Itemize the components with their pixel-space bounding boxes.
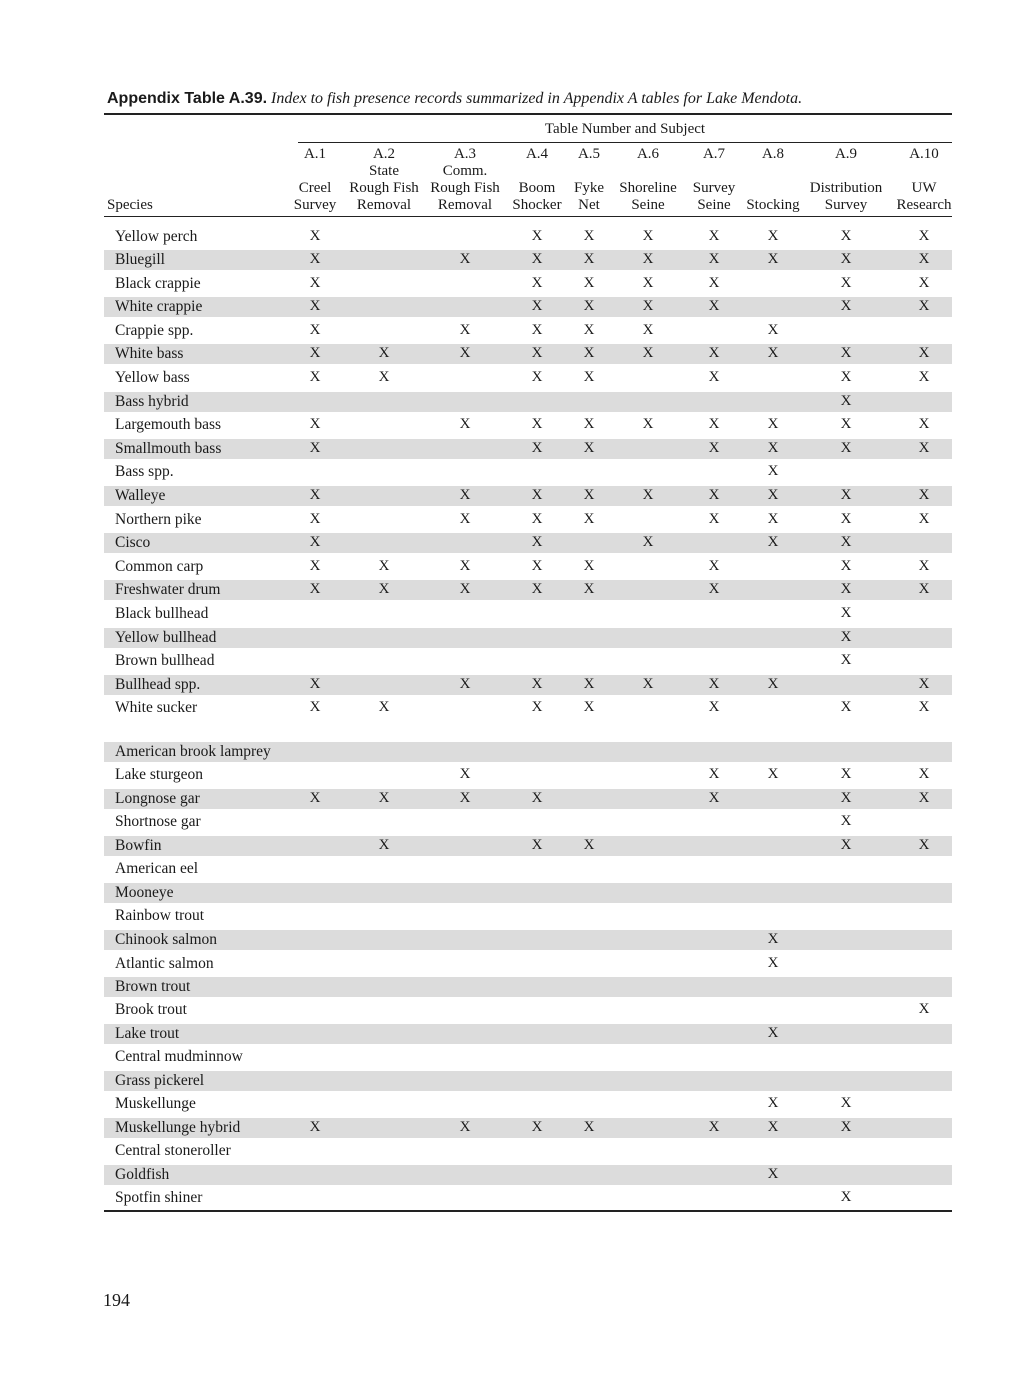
species-name: Common carp [115, 558, 204, 575]
species-name: Atlantic salmon [115, 955, 214, 972]
page-number: 194 [103, 1290, 130, 1310]
presence-mark: X [642, 487, 654, 503]
presence-mark: X [583, 1119, 595, 1135]
presence-mark: X [708, 1119, 720, 1135]
presence-mark: X [918, 251, 930, 267]
presence-mark: X [840, 440, 852, 456]
species-name: White crappie [115, 298, 203, 315]
column-subject-line: Fyke [574, 180, 604, 196]
presence-mark: X [767, 1166, 779, 1182]
table-row [104, 1141, 952, 1161]
species-name: Yellow bullhead [115, 629, 217, 646]
presence-mark: X [378, 837, 390, 853]
presence-mark: X [459, 345, 471, 361]
caption-description: Index to fish presence records summarized in Appendix A tables for Lake Mendota. [271, 90, 803, 107]
presence-mark: X [309, 487, 321, 503]
presence-mark: X [767, 487, 779, 503]
table-row [104, 510, 952, 530]
presence-mark: X [531, 581, 543, 597]
presence-mark: X [767, 1119, 779, 1135]
presence-mark: X [708, 298, 720, 314]
table-row [104, 1118, 952, 1138]
table-row [104, 439, 952, 459]
table-row [104, 651, 952, 671]
presence-mark: X [767, 1025, 779, 1041]
species-name: Chinook salmon [115, 931, 218, 948]
species-name: Smallmouth bass [115, 440, 222, 457]
species-name: Black crappie [115, 275, 201, 292]
presence-mark: X [840, 298, 852, 314]
presence-mark: X [708, 440, 720, 456]
presence-mark: X [840, 1189, 852, 1205]
header-rule [104, 216, 952, 217]
species-name: Bowfin [115, 837, 162, 854]
presence-mark: X [918, 837, 930, 853]
top-rule [104, 113, 952, 115]
presence-mark: X [642, 534, 654, 550]
presence-mark: X [583, 837, 595, 853]
presence-mark: X [531, 298, 543, 314]
presence-mark: X [309, 511, 321, 527]
presence-mark: X [840, 345, 852, 361]
column-subject-line: Creel [298, 180, 332, 196]
presence-mark: X [642, 416, 654, 432]
presence-mark: X [767, 345, 779, 361]
column-subject-line: Boom [518, 180, 556, 196]
table-row [104, 227, 952, 247]
species-name: Muskellunge [115, 1095, 196, 1112]
presence-mark: X [918, 581, 930, 597]
column-number: A.2 [372, 146, 396, 162]
table-row [104, 954, 952, 974]
presence-mark: X [583, 558, 595, 574]
species-name: Freshwater drum [115, 581, 221, 598]
presence-mark: X [840, 605, 852, 621]
presence-mark: X [840, 487, 852, 503]
species-name: Bass spp. [115, 463, 174, 480]
presence-mark: X [309, 369, 321, 385]
column-subject-line: Shoreline [619, 180, 677, 196]
table-row [104, 628, 952, 648]
presence-mark: X [918, 699, 930, 715]
species-name: Longnose gar [115, 790, 200, 807]
presence-mark: X [309, 275, 321, 291]
species-name: Yellow bass [115, 369, 190, 386]
table-row [104, 906, 952, 926]
presence-mark: X [459, 581, 471, 597]
presence-mark: X [767, 416, 779, 432]
presence-mark: X [583, 416, 595, 432]
species-name: Central stoneroller [115, 1142, 231, 1159]
table-row [104, 297, 952, 317]
presence-mark: X [840, 416, 852, 432]
presence-mark: X [708, 345, 720, 361]
presence-mark: X [583, 511, 595, 527]
table-row [104, 883, 952, 903]
presence-mark: X [840, 511, 852, 527]
presence-mark: X [531, 699, 543, 715]
species-name: Grass pickerel [115, 1072, 205, 1089]
species-name: Brown trout [115, 978, 191, 995]
presence-mark: X [767, 534, 779, 550]
species-name: Shortnose gar [115, 813, 201, 830]
table-row [104, 812, 952, 832]
table-row [104, 604, 952, 624]
species-name: Mooneye [115, 884, 174, 901]
presence-mark: X [767, 766, 779, 782]
column-subject-line: Rough Fish [349, 180, 419, 196]
presence-mark: X [583, 369, 595, 385]
presence-mark: X [708, 676, 720, 692]
presence-mark: X [840, 813, 852, 829]
presence-mark: X [309, 416, 321, 432]
species-name: Walleye [115, 487, 166, 504]
presence-mark: X [309, 699, 321, 715]
table-row [104, 557, 952, 577]
species-name: Northern pike [115, 511, 202, 528]
group-rule [298, 142, 952, 143]
presence-mark: X [309, 322, 321, 338]
presence-mark: X [840, 1119, 852, 1135]
column-number: A.1 [303, 146, 327, 162]
presence-mark: X [918, 416, 930, 432]
column-subject-line: Removal [356, 197, 412, 213]
presence-mark: X [708, 581, 720, 597]
presence-mark: X [918, 487, 930, 503]
presence-mark: X [531, 676, 543, 692]
presence-mark: X [642, 228, 654, 244]
presence-mark: X [309, 298, 321, 314]
presence-mark: X [531, 369, 543, 385]
presence-mark: X [531, 251, 543, 267]
presence-mark: X [767, 955, 779, 971]
presence-mark: X [583, 228, 595, 244]
presence-mark: X [840, 766, 852, 782]
presence-mark: X [708, 275, 720, 291]
presence-mark: X [840, 581, 852, 597]
presence-mark: X [531, 534, 543, 550]
presence-mark: X [840, 534, 852, 550]
table-row [104, 486, 952, 506]
presence-mark: X [583, 345, 595, 361]
column-subject-line: Survey [824, 197, 868, 213]
column-number: A.7 [702, 146, 726, 162]
presence-mark: X [708, 487, 720, 503]
presence-mark: X [583, 676, 595, 692]
presence-mark: X [918, 345, 930, 361]
presence-mark: X [918, 298, 930, 314]
table-row [104, 1024, 952, 1044]
column-number: A.3 [453, 146, 477, 162]
column-subject-line: UW [911, 180, 937, 196]
column-subject-line: Distribution [809, 180, 883, 196]
species-name: Spotfin shiner [115, 1189, 203, 1206]
presence-mark: X [583, 487, 595, 503]
presence-mark: X [309, 676, 321, 692]
presence-mark: X [309, 790, 321, 806]
table-row [104, 765, 952, 785]
presence-mark: X [531, 487, 543, 503]
species-name: Yellow perch [115, 228, 198, 245]
table-row [104, 698, 952, 718]
presence-mark: X [840, 228, 852, 244]
presence-mark: X [708, 228, 720, 244]
presence-mark: X [583, 699, 595, 715]
column-subject-line: Net [578, 197, 600, 213]
presence-mark: X [840, 1095, 852, 1111]
table-row [104, 1094, 952, 1114]
species-name: Brook trout [115, 1001, 187, 1018]
table-row [104, 930, 952, 950]
column-subject-line: Survey [293, 197, 337, 213]
presence-mark: X [378, 699, 390, 715]
presence-mark: X [840, 837, 852, 853]
presence-mark: X [767, 931, 779, 947]
presence-mark: X [459, 676, 471, 692]
species-name: Crappie spp. [115, 322, 194, 339]
presence-mark: X [767, 322, 779, 338]
presence-mark: X [459, 416, 471, 432]
presence-mark: X [767, 440, 779, 456]
presence-mark: X [918, 369, 930, 385]
presence-mark: X [378, 581, 390, 597]
presence-mark: X [531, 511, 543, 527]
presence-mark: X [459, 511, 471, 527]
column-subject-line: Comm. [442, 163, 488, 179]
species-name: Largemouth bass [115, 416, 222, 433]
presence-mark: X [309, 534, 321, 550]
presence-mark: X [459, 487, 471, 503]
presence-mark: X [918, 440, 930, 456]
presence-mark: X [531, 275, 543, 291]
presence-mark: X [840, 275, 852, 291]
species-name: Black bullhead [115, 605, 209, 622]
presence-mark: X [309, 345, 321, 361]
presence-mark: X [309, 581, 321, 597]
presence-mark: X [309, 440, 321, 456]
presence-mark: X [583, 581, 595, 597]
table-row [104, 1165, 952, 1185]
presence-mark: X [531, 1119, 543, 1135]
table-row [104, 789, 952, 809]
presence-mark: X [708, 766, 720, 782]
caption-label: Appendix Table A.39. [107, 90, 268, 107]
table-row [104, 250, 952, 270]
presence-mark: X [918, 766, 930, 782]
presence-mark: X [840, 558, 852, 574]
table-row [104, 1188, 952, 1208]
presence-mark: X [840, 790, 852, 806]
table-row [104, 1071, 952, 1091]
presence-mark: X [531, 837, 543, 853]
species-name: Goldfish [115, 1166, 170, 1183]
presence-mark: X [840, 652, 852, 668]
species-name: Rainbow trout [115, 907, 205, 924]
presence-mark: X [840, 699, 852, 715]
column-subject-line: Rough Fish [430, 180, 500, 196]
table-row [104, 415, 952, 435]
presence-mark: X [531, 416, 543, 432]
presence-mark: X [309, 228, 321, 244]
table-row [104, 859, 952, 879]
column-subject-line: Shocker [512, 197, 562, 213]
presence-mark: X [459, 766, 471, 782]
column-subject-line: Seine [697, 197, 731, 213]
presence-mark: X [918, 790, 930, 806]
species-name: Lake trout [115, 1025, 180, 1042]
presence-mark: X [309, 251, 321, 267]
species-name: American brook lamprey [115, 743, 271, 760]
presence-mark: X [459, 322, 471, 338]
presence-mark: X [378, 345, 390, 361]
table-row [104, 368, 952, 388]
presence-mark: X [378, 558, 390, 574]
column-number: A.10 [909, 146, 939, 162]
presence-mark: X [459, 251, 471, 267]
table-row [104, 462, 952, 482]
presence-mark: X [583, 322, 595, 338]
species-name: White sucker [115, 699, 198, 716]
column-subject-line: Research [896, 197, 952, 213]
table-row [104, 1047, 952, 1067]
presence-mark: X [531, 322, 543, 338]
presence-mark: X [767, 511, 779, 527]
presence-mark: X [840, 369, 852, 385]
species-name: Muskellunge hybrid [115, 1119, 241, 1136]
column-subject-line: Survey [692, 180, 736, 196]
presence-mark: X [583, 298, 595, 314]
presence-mark: X [583, 275, 595, 291]
presence-mark: X [642, 345, 654, 361]
presence-mark: X [309, 558, 321, 574]
group-title: Table Number and Subject [544, 121, 706, 137]
column-number: A.8 [761, 146, 785, 162]
column-number: A.5 [577, 146, 601, 162]
column-number: A.6 [636, 146, 660, 162]
column-subject-line: Stocking [746, 197, 800, 213]
presence-mark: X [642, 322, 654, 338]
presence-mark: X [531, 228, 543, 244]
table-row [104, 321, 952, 341]
presence-mark: X [918, 676, 930, 692]
table-caption [107, 90, 802, 108]
presence-mark: X [918, 275, 930, 291]
presence-mark: X [708, 369, 720, 385]
species-name: Brown bullhead [115, 652, 215, 669]
species-name: Lake sturgeon [115, 766, 203, 783]
presence-mark: X [767, 676, 779, 692]
presence-mark: X [708, 251, 720, 267]
column-subject-line: State [369, 163, 399, 179]
species-name: Bullhead spp. [115, 676, 201, 693]
presence-mark: X [708, 699, 720, 715]
presence-mark: X [459, 1119, 471, 1135]
species-name: Cisco [115, 534, 151, 551]
presence-mark: X [531, 440, 543, 456]
table-row [104, 977, 952, 997]
presence-mark: X [531, 345, 543, 361]
presence-mark: X [583, 251, 595, 267]
bottom-rule [104, 1210, 952, 1212]
presence-mark: X [642, 275, 654, 291]
presence-mark: X [642, 251, 654, 267]
presence-mark: X [840, 393, 852, 409]
column-header [869, 146, 979, 214]
presence-mark: X [918, 511, 930, 527]
species-column-header: Species [107, 197, 153, 213]
presence-mark: X [642, 676, 654, 692]
species-name: Bass hybrid [115, 393, 189, 410]
table-row [104, 274, 952, 294]
presence-mark: X [708, 511, 720, 527]
table-row [104, 742, 952, 762]
presence-mark: X [840, 629, 852, 645]
table-row [104, 580, 952, 600]
column-subject-line: Seine [631, 197, 665, 213]
presence-mark: X [309, 1119, 321, 1135]
table-row [104, 533, 952, 553]
table-row [104, 392, 952, 412]
presence-mark: X [767, 1095, 779, 1111]
column-number: A.9 [834, 146, 858, 162]
presence-mark: X [642, 298, 654, 314]
presence-mark: X [918, 558, 930, 574]
presence-mark: X [767, 463, 779, 479]
presence-mark: X [840, 251, 852, 267]
column-subject-line: Removal [437, 197, 493, 213]
presence-mark: X [708, 790, 720, 806]
presence-mark: X [378, 369, 390, 385]
presence-mark: X [531, 558, 543, 574]
presence-mark: X [918, 228, 930, 244]
presence-mark: X [459, 558, 471, 574]
presence-mark: X [767, 228, 779, 244]
species-name: White bass [115, 345, 184, 362]
column-number: A.4 [525, 146, 549, 162]
column-subject-line [869, 163, 979, 180]
table-row [104, 1000, 952, 1020]
presence-mark: X [918, 1001, 930, 1017]
table-row [104, 344, 952, 364]
presence-mark: X [767, 251, 779, 267]
table-row [104, 836, 952, 856]
presence-mark: X [708, 416, 720, 432]
species-name: American eel [115, 860, 199, 877]
presence-mark: X [708, 558, 720, 574]
table-row [104, 675, 952, 695]
presence-mark: X [459, 790, 471, 806]
presence-mark: X [583, 440, 595, 456]
presence-mark: X [378, 790, 390, 806]
species-name: Central mudminnow [115, 1048, 243, 1065]
species-name: Bluegill [115, 251, 165, 268]
presence-mark: X [531, 790, 543, 806]
